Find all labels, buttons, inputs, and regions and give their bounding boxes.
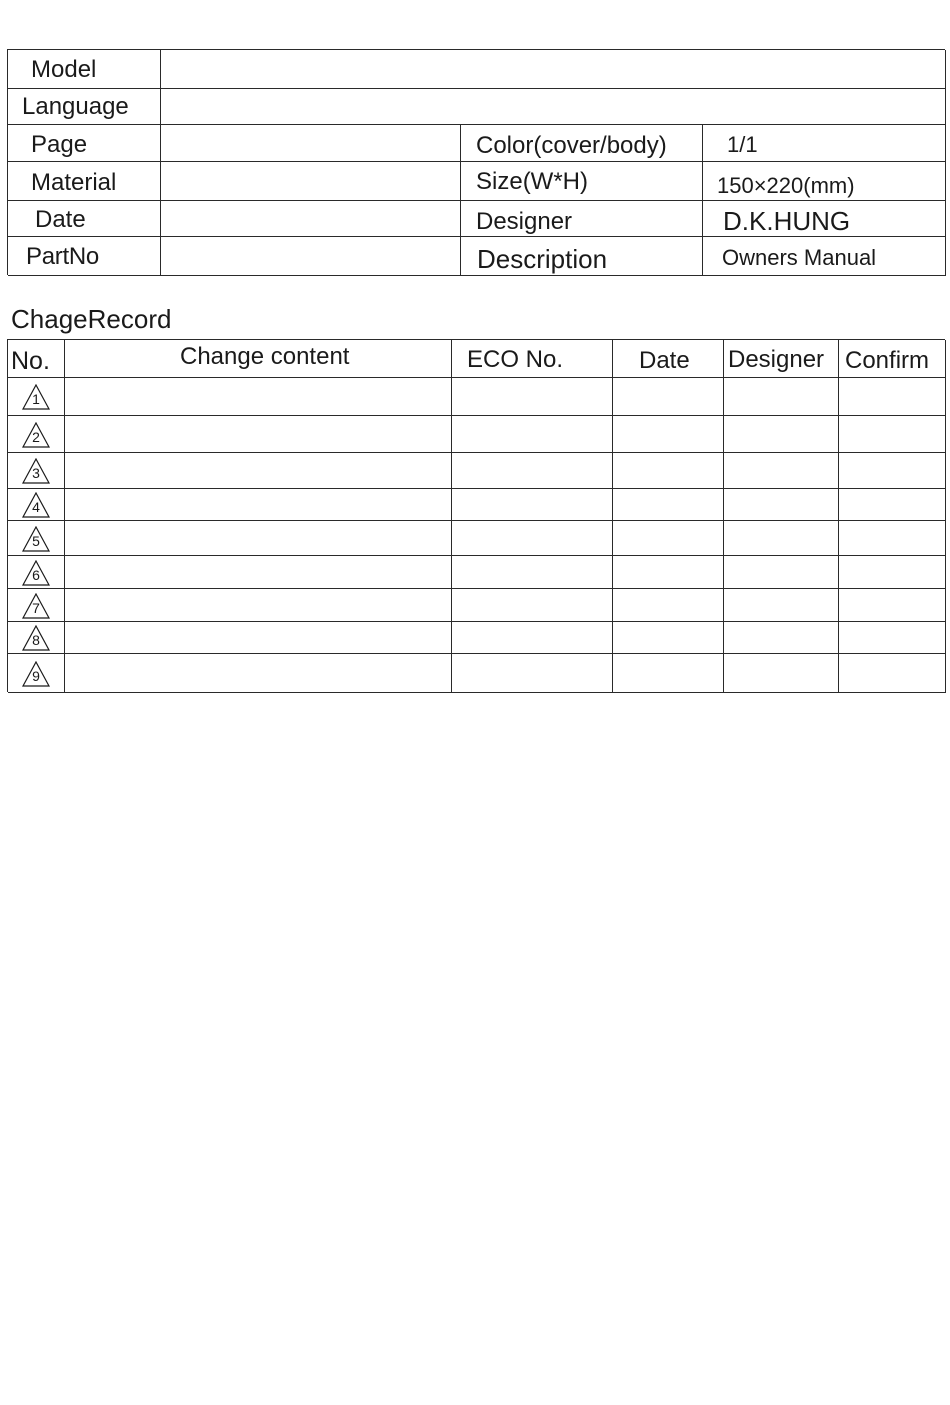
row-6-designer-cell — [724, 556, 839, 589]
header-content: Change content — [180, 343, 350, 370]
revision-number: 8 — [32, 632, 40, 648]
header-eco-cell — [452, 340, 613, 378]
size-value: 150×220(mm) — [717, 173, 855, 198]
revision-number: 1 — [32, 391, 40, 407]
header-confirm: Confirm — [845, 347, 930, 374]
row-4-no-cell — [8, 489, 65, 521]
row-5-content-cell — [65, 521, 452, 556]
revision-number: 3 — [32, 465, 40, 481]
color-label: Color(cover/body) — [476, 132, 667, 159]
revision-triangle-icon — [22, 625, 50, 651]
row-1-date-cell — [613, 378, 724, 416]
row-8-no-cell — [8, 622, 65, 654]
model-value-cell — [161, 50, 946, 89]
date-value-cell — [161, 201, 461, 237]
color-value-cell — [703, 125, 946, 162]
row-5-no-cell — [8, 521, 65, 556]
description-value-cell — [703, 237, 946, 276]
row-6-eco-cell — [452, 556, 613, 589]
page-value-cell — [161, 125, 461, 162]
row-6-date-cell — [613, 556, 724, 589]
row-1-no-cell — [8, 378, 65, 416]
row-7-content-cell — [65, 589, 452, 622]
date-label: Date — [35, 206, 86, 233]
row-3-designer-cell — [724, 453, 839, 489]
revision-number: 9 — [32, 668, 40, 684]
row-9-confirm-cell — [839, 654, 946, 693]
revision-number: 2 — [32, 429, 40, 445]
revision-number: 7 — [32, 600, 40, 616]
row-4-confirm-cell — [839, 489, 946, 521]
row-8-eco-cell — [452, 622, 613, 654]
spec-table — [7, 49, 945, 275]
revision-number: 5 — [32, 533, 40, 549]
material-label-cell — [8, 162, 161, 201]
revision-number: 4 — [32, 499, 40, 515]
row-1-content-cell — [65, 378, 452, 416]
designer-label-cell — [461, 201, 703, 237]
row-6-no-cell — [8, 556, 65, 589]
designer-label: Designer — [476, 208, 573, 235]
row-3-no-cell — [8, 453, 65, 489]
model-label-cell — [8, 50, 161, 89]
row-6-confirm-cell — [839, 556, 946, 589]
designer-value-cell — [703, 201, 946, 237]
row-2-eco-cell — [452, 416, 613, 453]
model-label: Model — [31, 56, 97, 83]
header-date-cell — [613, 340, 724, 378]
size-label-cell — [461, 162, 703, 201]
row-7-date-cell — [613, 589, 724, 622]
partno-label: PartNo — [26, 243, 99, 270]
row-4-content-cell — [65, 489, 452, 521]
header-no-cell — [8, 340, 65, 378]
revision-triangle-icon — [22, 526, 50, 552]
revision-number: 6 — [32, 567, 40, 583]
row-1-confirm-cell — [839, 378, 946, 416]
material-value-cell — [161, 162, 461, 201]
revision-triangle-icon — [22, 384, 50, 410]
row-5-eco-cell — [452, 521, 613, 556]
material-label: Material — [31, 169, 117, 196]
row-6-content-cell — [65, 556, 452, 589]
row-9-content-cell — [65, 654, 452, 693]
language-label-cell — [8, 89, 161, 125]
page-label-cell — [8, 125, 161, 162]
row-8-designer-cell — [724, 622, 839, 654]
revision-triangle-icon — [22, 560, 50, 586]
color-label-cell — [461, 125, 703, 162]
partno-value-cell — [161, 237, 461, 276]
color-value: 1/1 — [727, 132, 758, 157]
page-label: Page — [31, 131, 88, 158]
row-7-designer-cell — [724, 589, 839, 622]
row-3-content-cell — [65, 453, 452, 489]
partno-label-cell — [8, 237, 161, 276]
row-9-eco-cell — [452, 654, 613, 693]
change-record-title: ChageRecord — [11, 304, 172, 334]
revision-triangle-icon — [22, 492, 50, 518]
revision-triangle-icon — [22, 593, 50, 619]
language-value-cell — [161, 89, 946, 125]
row-8-date-cell — [613, 622, 724, 654]
row-4-date-cell — [613, 489, 724, 521]
row-2-content-cell — [65, 416, 452, 453]
header-content-cell — [65, 340, 452, 378]
designer-value: D.K.HUNG — [723, 206, 851, 236]
row-8-content-cell — [65, 622, 452, 654]
header-confirm-cell — [839, 340, 946, 378]
row-5-designer-cell — [724, 521, 839, 556]
row-7-eco-cell — [452, 589, 613, 622]
description-label-cell — [461, 237, 703, 276]
row-7-no-cell — [8, 589, 65, 622]
row-1-designer-cell — [724, 378, 839, 416]
row-1-eco-cell — [452, 378, 613, 416]
row-2-designer-cell — [724, 416, 839, 453]
row-5-date-cell — [613, 521, 724, 556]
row-3-confirm-cell — [839, 453, 946, 489]
revision-triangle-icon — [22, 661, 50, 687]
language-label: Language — [22, 93, 129, 120]
row-2-date-cell — [613, 416, 724, 453]
description-label: Description — [477, 244, 608, 274]
row-9-date-cell — [613, 654, 724, 693]
row-2-confirm-cell — [839, 416, 946, 453]
row-8-confirm-cell — [839, 622, 946, 654]
size-label: Size(W*H) — [476, 168, 588, 195]
row-7-confirm-cell — [839, 589, 946, 622]
row-2-no-cell — [8, 416, 65, 453]
header-eco: ECO No. — [467, 346, 564, 373]
row-4-designer-cell — [724, 489, 839, 521]
row-5-confirm-cell — [839, 521, 946, 556]
row-3-eco-cell — [452, 453, 613, 489]
description-value: Owners Manual — [722, 245, 877, 270]
size-value-cell — [703, 162, 946, 201]
revision-triangle-icon — [22, 422, 50, 448]
change-record-table — [7, 339, 945, 692]
row-4-eco-cell — [452, 489, 613, 521]
date-label-cell — [8, 201, 161, 237]
row-9-designer-cell — [724, 654, 839, 693]
header-date: Date — [639, 347, 690, 374]
header-designer-cell — [724, 340, 839, 378]
revision-triangle-icon — [22, 458, 50, 484]
row-3-date-cell — [613, 453, 724, 489]
row-9-no-cell — [8, 654, 65, 693]
header-designer: Designer — [728, 346, 825, 373]
header-no: No. — [11, 347, 50, 375]
